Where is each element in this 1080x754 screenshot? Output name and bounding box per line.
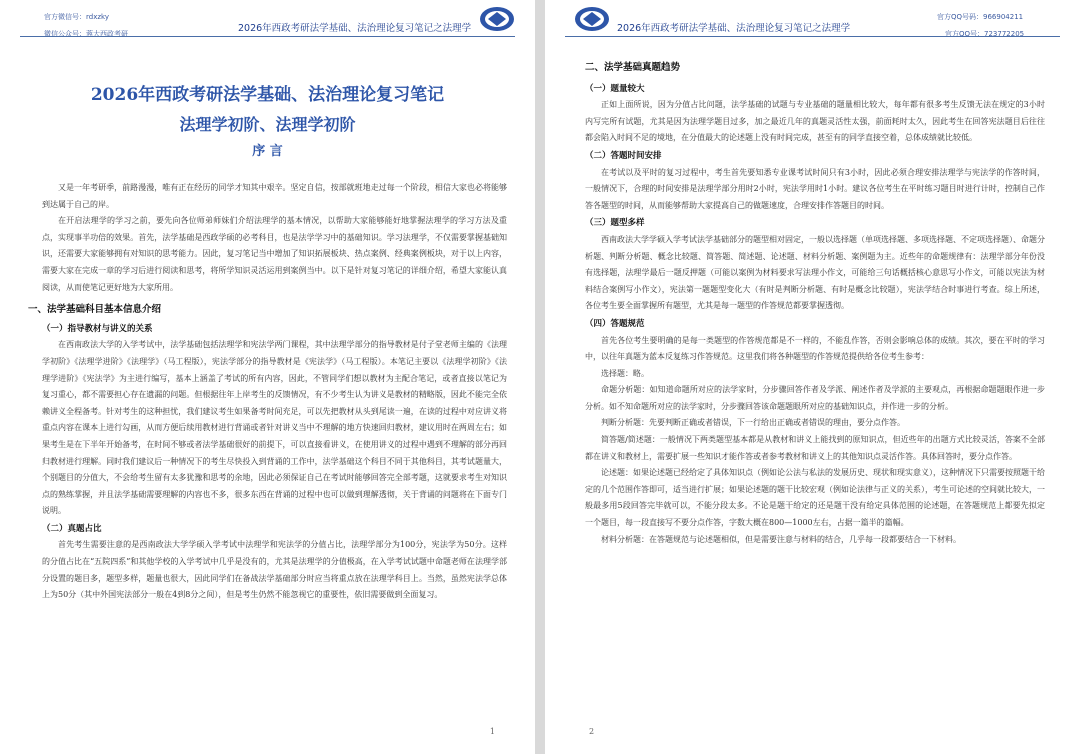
document-page-2 (545, 0, 1080, 754)
preface-title: 序 言 (252, 144, 283, 159)
document-title: 2026年西政考研法学基础、法治理论复习笔记 (90, 85, 445, 105)
page-2-body (585, 60, 1045, 548)
page-header (545, 0, 1080, 40)
subsection-heading: （三）题型多样 (585, 218, 645, 229)
page-1-body (28, 180, 507, 604)
paragraph: 又是一年考研季，前路漫漫，唯有正在经历的同学才知其中艰辛。坚定自信，按部就班地走过每一个阶段，相信大家也必将能够到达属于自己的岸。 (42, 183, 507, 209)
paragraph: 正如上面所说，因为分值占比问题，法学基础的试题与专业基础的题量相比较大，每年都有很多考生反馈无法在规定的3小时内写完所有试题，尤其是因为法理学题目过多，加之最近几年的真题灵活性太强，前面耗时太久，因此考生在回答宪法题目后往往都会陷入时间不足的境地，在分值最大的论述题上没有时间完成，甚至有的同学直接空着，总体成绩就比较低。 (585, 100, 1045, 143)
subsection-heading: （一）题量较大 (585, 83, 645, 94)
paragraph: 命题分析题：如知道命题所对应的法学家时，分步骤回答作者及学派、阐述作者及学派的主要观点，再根据命题题眼作进一步分析。如不知命题所对应的法学家时，分步骤回答该命题题眼所对应的基础知识点，并作进一步的分析。 (585, 385, 1045, 411)
paragraph: 判断分析题：先要判断正确或者错误，下一行给出正确或者错误的理由，要分点作答。 (601, 418, 905, 428)
paragraph: 在西南政法大学的入学考试中，法学基础包括法理学和宪法学两门课程，其中法理学部分的指导教材是付子堂老师主编的《法理学初阶》《法理学进阶》《法理学》（马工程版），宪法学部分的指导教材是《宪法学》（马工程版）。本笔记主要以《法理学初阶》《法理学进阶》《宪法学》为主进行编写，基本上涵盖了考试的所有内容，因此，不管同学们想以教材为主配合笔记，或者直接以笔记为复习重心，都不需要担心存在遗漏的问题。但根据往年上岸考生的反馈情况，有不少考生认为讲义是教材的精略版，因此不能完全依赖讲义全程备考。针对考生的这种担忧，我们建议考生如果备考时间充足，可以先把教材从头到尾读一遍，在读的过程中对应讲义将重点内容在课本上进行勾画，从而方便后续用教材进行背诵或者针对讲义当中不理解的地方快速回归教材，建议用时在两周左右；如果考生是在下半年开始备考，在时间不够或者法学基础很好的前提下，可以直接看讲义，在使用讲义的过程中遇到不理解的部分再回归教材进行理解。同时我们建议后一种情况下的考生尽快投入到背诵的工作中，法学基础这个科目不同于其他科目，其考试题量大，个别题目的分值大，不会给考生留有太多犹豫和思考的余地，因此必须保证自己在考试时能够回答完全部考题，这就要求考生对知识点的熟练掌握，并且法学基础需要理解的内容也不多，很多东西在背诵的过程中也可以做到理解透彻，关于背诵的问题将在下面专门说明。 (42, 340, 507, 516)
paragraph: 论述题：如果论述题已经给定了具体知识点（例如论公法与私法的发展历史、现状和现实意义），这种情况下只需要按照题干给定的几个范围作答即可，适当进行扩展；如果论述题的题干比较宏观（例如论法律与正义的关系），考生可论述的空间就比较大，一般最多用5段回答完毕就可以，不能分段太多。不论是题干给定的还是题干没有给定具体范围的论述题，在答题规范上都要先拟定一个题目，每一段直接写不要分点作答，字数大概在800—1000左右，占据一篇半的篇幅。 (585, 468, 1045, 528)
paragraph: 首先考生需要注意的是西南政法大学学硕入学考试中法理学和宪法学的分值占比，法理学部分为100分，宪法学为50分。这样的分值占比在“五院四系”和其他学校的入学考试中几乎是没有的，尤其是法理学的分值极高，在入学考试试题中命题老师在法理学部分设置的题目多，题型多样，题量也很大，因此同学们在备战法学基础部分时应当将重点放在法理学科目上。当然，虽然宪法学总体上为50分（其中外国宪法部分一般在4到8分之间），但是考生仍然不能忽视它的重要性，依旧需要做到全面复习。 (42, 540, 507, 600)
school-logo-icon (573, 5, 611, 33)
subsection-heading: （四）答题规范 (585, 318, 645, 329)
section-heading: 一、法学基础科目基本信息介绍 (28, 304, 162, 316)
school-logo-icon (478, 5, 516, 33)
page-header (0, 0, 535, 40)
paragraph: 西南政法大学学硕入学考试法学基础部分的题型相对固定，一般以选择题（单项选择题、多项选择题、不定项选择题）、命题分析题、判断分析题、概念比较题、简答题、简述题、论述题、材料分析题、案例题为主。近些年的命题规律有：法理学部分年份没有选择题，法理学最后一题反押题（可能以案例为材料要求写法理小作文，可能给三句话概括核心意思写小作文，可能以宪法为材料结合案例写小作文），宪法第一题题型变化大（有时是判断分析题、有时是概念比较题），宪法学结合时事进行考查。综上所述，各位考生要全面掌握所有题型，尤其是每一题型的作答规范都要掌握透彻。 (585, 234, 1045, 311)
paragraph: 首先各位考生要明确的是每一类题型的作答规范都是不一样的，不能乱作答，否则会影响总体的成绩。其次，要在平时的学习中，以往年真题为蓝本反复练习作答规范。这里我们将各种题型的作答规范提供给各位考生参考： (585, 335, 1045, 362)
subsection-heading: （二）真题占比 (42, 523, 102, 534)
document-subtitle: 法理学初阶、法理学初阶 (179, 115, 356, 134)
qq-official-2: 官方QQ号：723772205 (945, 30, 1025, 38)
wechat-account: 官方微信号：rdxzky (44, 13, 109, 21)
paragraph: 在考试以及平时的复习过程中，考生首先要知悉专业课考试时间只有3小时，因此必须合理安排法理学与宪法学的作答时间，一般情况下，合理的时间安排是法理学部分用时2小时，宪法学用时1小时。建议各位考生在平时练习题目时进行计时，控制自己作答各题型的时间，从而能够帮助大家提高自己的做题速度，合理安排作答题目的时间。 (585, 167, 1045, 210)
paragraph: 简答题/简述题：一般情况下两类题型基本都是从教材和讲义上能找到的原知识点，但近些年的出题方式比较灵活，答案不全部都在讲义和教材上，需要扩展一些知识才能作答或者参考教材和讲义上的其他知识点灵活作答。具体回答时，要分点作答。 (585, 435, 1045, 461)
document-page-1 (0, 0, 535, 754)
header-title: 2026年西政考研法学基础、法治理论复习笔记之法理学 (238, 23, 472, 34)
header-title: 2026年西政考研法学基础、法治理论复习笔记之法理学 (617, 23, 851, 34)
paragraph: 材料分析题：在答题规范与论述题相似，但是需要注意与材料的结合，几乎每一段都要结合一下材料。 (601, 534, 961, 544)
paragraph: 选择题：略。 (601, 368, 649, 378)
wechat-public: 微信公众号：蓉大西政考研 (44, 30, 128, 38)
section-heading: 二、法学基础真题趋势 (585, 62, 681, 73)
paragraph: 在开启法理学的学习之前，要先向各位师弟师妹们介绍法理学的基本情况，以帮助大家能够能好地掌握法理学的学习方法及重点，实现事半功倍的效果。首先，法学基础是西政学硕的必考科目，也是法学学习中的基础知识。学习法理学，不仅需要掌握基础知识，还需要大家能够拥有对知识的思考能力。因此，复习笔记当中增加了知识拓展板块、热点案例、经典案例板块，对于以上内容，需要大家在完成一章的学习后进行阅读和思考，将所学知识灵活运用到案例当中。以下是针对复习笔记的详细介绍，希望大家能认真阅读，从而使笔记更好地为大家所用。 (42, 216, 507, 292)
page-number: 2 (589, 727, 595, 736)
qq-official: 官方QQ号码：966904211 (937, 13, 1024, 21)
subsection-heading: （二）答题时间安排 (585, 150, 662, 161)
page-number: 1 (489, 727, 495, 736)
subsection-heading: （一）指导教材与讲义的关系 (42, 323, 153, 334)
